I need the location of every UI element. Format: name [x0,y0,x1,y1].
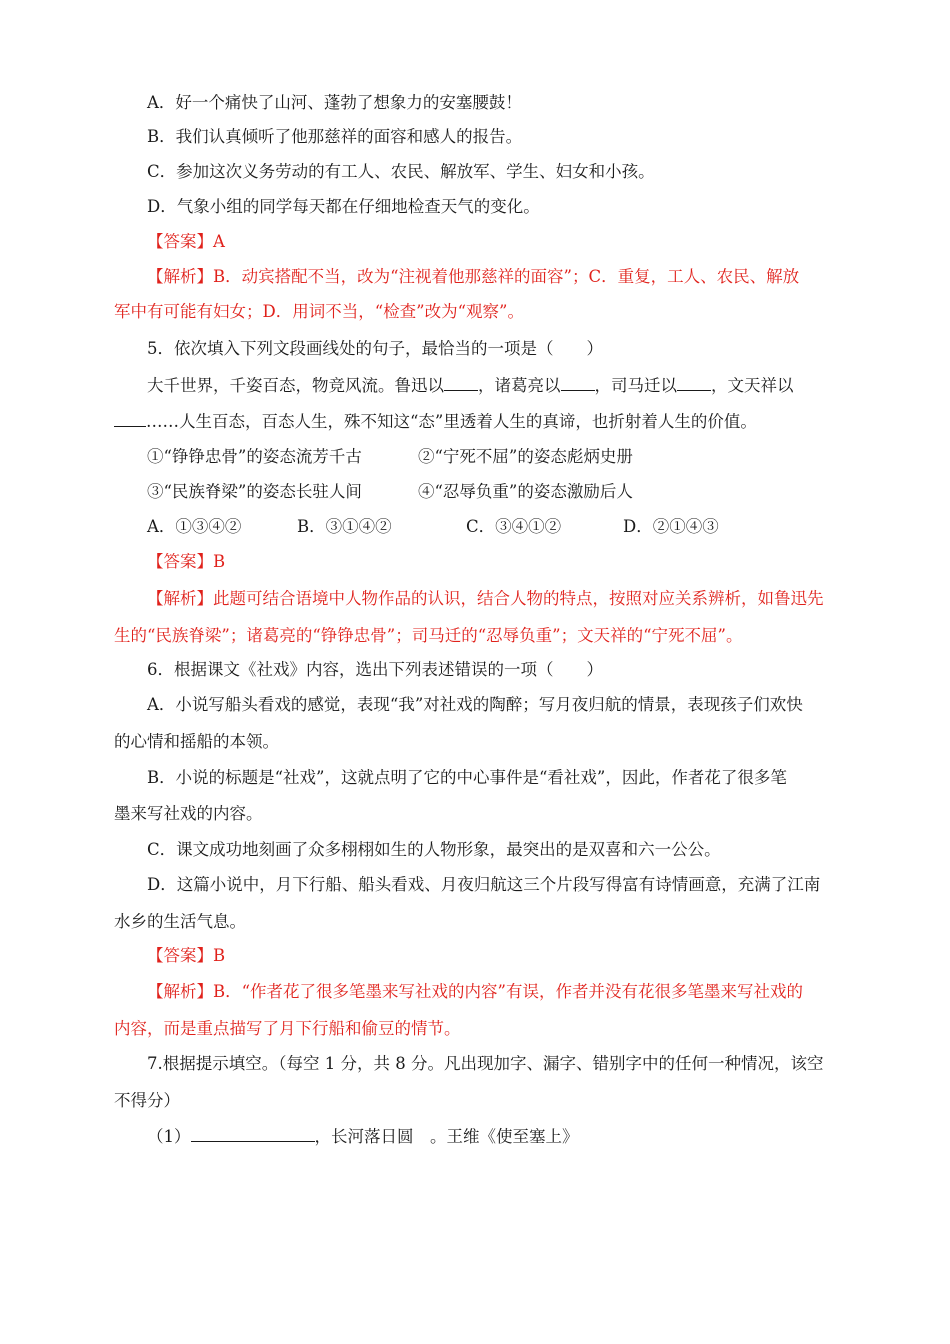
q4-analysis-line-2: 军中有可能有妇女；D．用词不当，“检查”改为“观察”。 [114,302,524,321]
item-text: ，长河落日圆 。王维《使至塞上》 [314,1127,579,1146]
q6-option-c: C．课文成功地刻画了众多栩栩如生的人物形象，最突出的是双喜和六一公公。 [147,840,721,859]
q5-stem: 5．依次填入下列文段画线处的句子，最恰当的一项是（ ） [147,339,603,358]
q5-option-c: C．③④①② [466,517,562,536]
item-number: （1） [147,1127,191,1146]
answer-tag: 【答案】 [147,946,213,965]
q6-answer [147,945,225,967]
answer-value: B [213,946,226,965]
answer-tag: 【答案】 [147,232,213,251]
q7-stem-line-2: 不得分） [114,1091,180,1110]
q6-option-d-line-1: D．这篇小说中，月下行船、船头看戏、月夜归航这三个片段写得富有诗情画意，充满了江南 [147,875,821,894]
q6-option-d-line-2: 水乡的生活气息。 [114,912,246,931]
q5-item-2: ②“宁死不屈”的姿态彪炳史册 [418,447,633,466]
q5-answer [147,551,225,573]
q5-item-3: ③“民族脊梁”的姿态长驻人间 [147,482,362,501]
answer-tag: 【答案】 [147,552,213,571]
analysis-tag: 【解析】 [147,267,213,286]
q4-answer [147,231,225,253]
fill-blank [114,410,146,427]
q5-passage-line-1 [147,374,794,397]
answer-value: B [213,552,226,571]
q4-option-c: C．参加这次义务劳动的有工人、农民、解放军、学生、妇女和小孩。 [147,162,655,181]
q4-option-a: A．好一个痛快了山河、蓬勃了想象力的安塞腰鼓！ [147,93,522,112]
q7-item-1 [147,1125,579,1148]
q5-item-4: ④“忍辱负重”的姿态激励后人 [418,482,633,501]
q5-analysis-line-1 [147,588,824,610]
fill-blank [561,374,595,391]
fill-blank [191,1125,315,1142]
q4-analysis-line-1 [147,266,799,288]
q5-option-d: D．②①④③ [623,517,719,536]
analysis-text: 此题可结合语境中人物作品的认识，结合人物的特点，按照对应关系辨析，如鲁迅先 [213,589,824,608]
q6-analysis-line-2: 内容，而是重点描写了月下行船和偷豆的情节。 [114,1019,461,1038]
q5-item-1: ①“铮铮忠骨”的姿态流芳千古 [147,447,362,466]
fill-blank [677,374,711,391]
analysis-tag: 【解析】 [147,589,213,608]
analysis-text: B．“作者花了很多笔墨来写社戏的内容”有误，作者并没有花很多笔墨来写社戏的 [213,982,803,1001]
answer-value: A [213,232,225,251]
q5-option-a: A．①③④② [147,517,242,536]
analysis-text: B．动宾搭配不当，改为“注视着他那慈祥的面容”；C．重复，工人、农民、解放 [213,267,800,286]
passage-text: ，司马迁以 [594,376,677,395]
q4-option-b: B．我们认真倾听了他那慈祥的面容和感人的报告。 [147,127,523,146]
q5-passage-line-2 [114,410,757,433]
passage-text: ，文天祥以 [711,376,794,395]
q4-option-d: D．气象小组的同学每天都在仔细地检查天气的变化。 [147,197,540,216]
passage-text: ，诸葛亮以 [478,376,561,395]
q6-analysis-line-1 [147,981,803,1003]
q5-analysis-line-2: 生的“民族脊梁”；诸葛亮的“铮铮忠骨”；司马迁的“忍辱负重”；文天祥的“宁死不屈”。 [114,626,743,645]
q7-stem-line-1: 7.根据提示填空。（每空 1 分，共 8 分。凡出现加字、漏字、错别字中的任何一种情况，该空 [147,1054,824,1073]
q6-option-a-line-2: 的心情和摇船的本领。 [114,732,279,751]
q6-stem: 6．根据课文《社戏》内容，选出下列表述错误的一项（ ） [147,660,603,679]
q6-option-b-line-1: B．小说的标题是“社戏”，这就点明了它的中心事件是“看社戏”，因此，作者花了很多笔 [147,768,787,787]
fill-blank [444,374,478,391]
passage-text: 大千世界，千姿百态，物竞风流。鲁迅以 [147,376,444,395]
analysis-tag: 【解析】 [147,982,213,1001]
q6-option-a-line-1: A．小说写船头看戏的感觉，表现“我”对社戏的陶醉；写月夜归航的情景，表现孩子们欢快 [147,695,803,714]
q5-option-b: B．③①④② [297,517,392,536]
q6-option-b-line-2: 墨来写社戏的内容。 [114,804,263,823]
passage-text: ……人生百态，百态人生，殊不知这“态”里透着人生的真谛，也折射着人生的价值。 [146,412,757,431]
